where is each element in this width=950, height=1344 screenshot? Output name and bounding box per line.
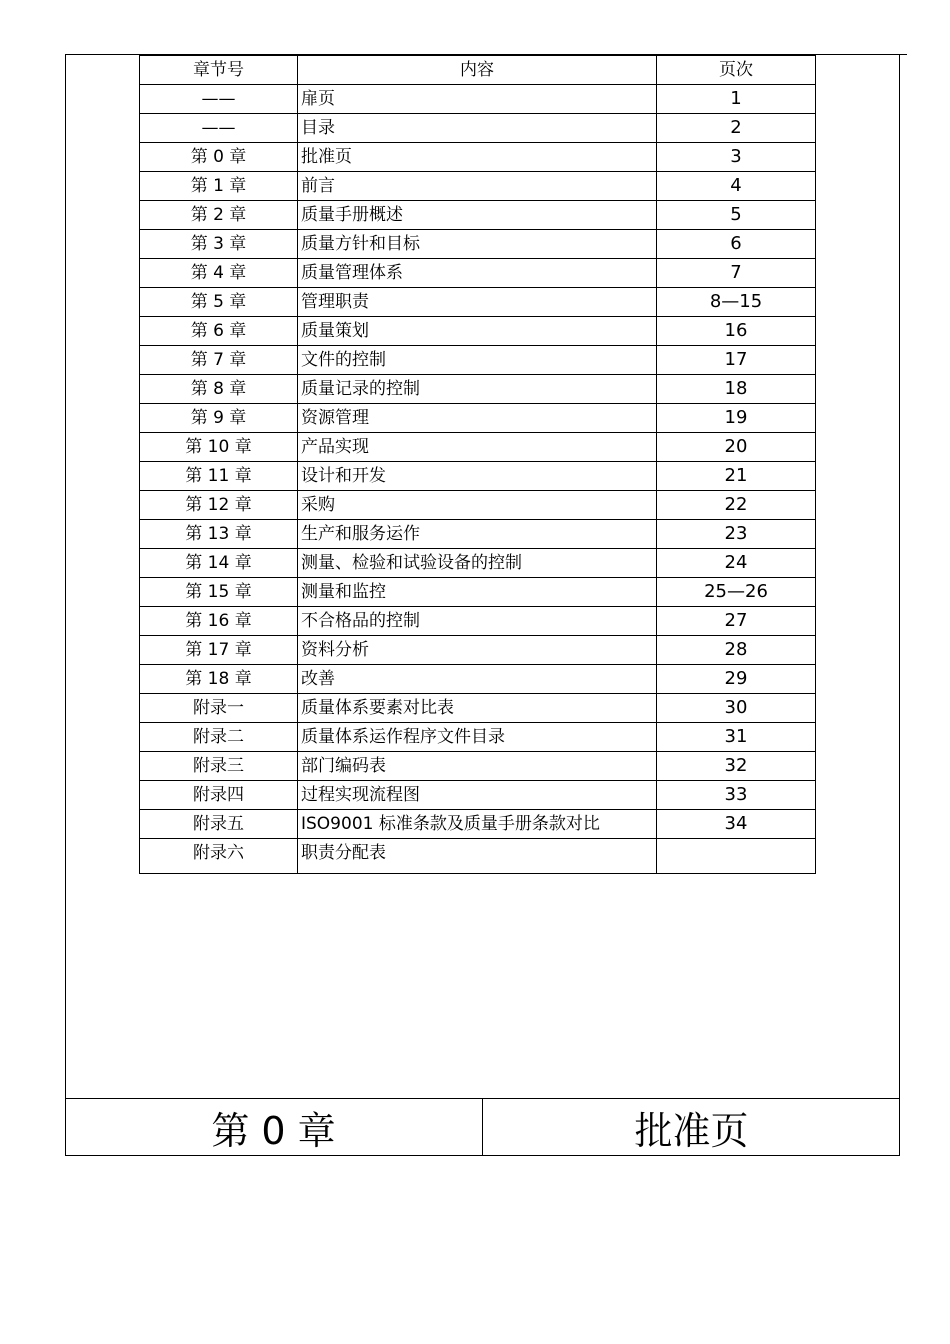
toc-row-page: 4 <box>657 172 816 201</box>
toc-row-content: 质量管理体系 <box>298 259 657 288</box>
toc-row-content: 管理职责 <box>298 288 657 317</box>
toc-row-page: 31 <box>657 723 816 752</box>
toc-row <box>140 201 816 230</box>
toc-row-page: 3 <box>657 143 816 172</box>
toc-row-chapter: 附录六 <box>140 839 298 874</box>
toc-row <box>140 723 816 752</box>
footer-page-title: 批准页 <box>634 1109 749 1153</box>
toc-row-chapter: 第 18 章 <box>140 665 298 694</box>
toc-row-page: 24 <box>657 549 816 578</box>
toc-row-content: 部门编码表 <box>298 752 657 781</box>
toc-row-page: 18 <box>657 375 816 404</box>
toc-row <box>140 85 816 114</box>
toc-row <box>140 172 816 201</box>
toc-row-chapter: 第 5 章 <box>140 288 298 317</box>
toc-row-chapter: 第 2 章 <box>140 201 298 230</box>
toc-header-content: 内容 <box>298 56 657 85</box>
toc-row-content: 前言 <box>298 172 657 201</box>
toc-row <box>140 433 816 462</box>
toc-row-chapter: 第 13 章 <box>140 520 298 549</box>
toc-row-page: 19 <box>657 404 816 433</box>
toc-row <box>140 375 816 404</box>
toc-row-content: 职责分配表 <box>298 839 657 874</box>
toc-row-content: 质量手册概述 <box>298 201 657 230</box>
footer-bar <box>65 1098 900 1156</box>
toc-row-content: 扉页 <box>298 85 657 114</box>
toc-row-page: 21 <box>657 462 816 491</box>
toc-row <box>140 752 816 781</box>
toc-row <box>140 404 816 433</box>
toc-row-chapter: 附录三 <box>140 752 298 781</box>
toc-row-chapter: 第 3 章 <box>140 230 298 259</box>
toc-row <box>140 230 816 259</box>
toc-row-content: 质量策划 <box>298 317 657 346</box>
toc-row-chapter: 第 4 章 <box>140 259 298 288</box>
toc-row <box>140 636 816 665</box>
toc-row <box>140 607 816 636</box>
toc-row-chapter: —— <box>140 85 298 114</box>
toc-row-content: 资源管理 <box>298 404 657 433</box>
toc-header-page: 页次 <box>657 56 816 85</box>
toc-row <box>140 810 816 839</box>
toc-row-chapter: 第 10 章 <box>140 433 298 462</box>
toc-row-page: 20 <box>657 433 816 462</box>
toc-row-page: 33 <box>657 781 816 810</box>
toc-row-chapter: 第 17 章 <box>140 636 298 665</box>
toc-row-page: 8—15 <box>657 288 816 317</box>
toc-row-chapter: —— <box>140 114 298 143</box>
toc-row <box>140 317 816 346</box>
toc-row-page: 2 <box>657 114 816 143</box>
toc-header-chapter: 章节号 <box>140 56 298 85</box>
top-rule-tick <box>900 54 907 55</box>
toc-row-content: 测量和监控 <box>298 578 657 607</box>
toc-row-page: 17 <box>657 346 816 375</box>
toc-row <box>140 259 816 288</box>
toc-row-page <box>657 839 816 874</box>
toc-row-content: 目录 <box>298 114 657 143</box>
toc-row-chapter: 第 14 章 <box>140 549 298 578</box>
toc-row <box>140 839 816 874</box>
toc-row-content: 质量方针和目标 <box>298 230 657 259</box>
toc-row <box>140 781 816 810</box>
toc-row-page: 6 <box>657 230 816 259</box>
toc-row-chapter: 第 0 章 <box>140 143 298 172</box>
toc-row <box>140 462 816 491</box>
toc-row-content: ISO9001 标准条款及质量手册条款对比 <box>298 810 657 839</box>
toc-row <box>140 288 816 317</box>
toc-body <box>140 85 816 874</box>
toc-row-page: 23 <box>657 520 816 549</box>
toc-row-page: 27 <box>657 607 816 636</box>
toc-row-chapter: 第 7 章 <box>140 346 298 375</box>
toc-row-content: 文件的控制 <box>298 346 657 375</box>
toc-table <box>139 55 816 874</box>
toc-row-page: 32 <box>657 752 816 781</box>
toc-row-chapter: 第 16 章 <box>140 607 298 636</box>
toc-row-content: 质量体系要素对比表 <box>298 694 657 723</box>
toc-row-page: 34 <box>657 810 816 839</box>
toc-row-content: 资料分析 <box>298 636 657 665</box>
toc-row-page: 25—26 <box>657 578 816 607</box>
toc-row-page: 5 <box>657 201 816 230</box>
toc-row-chapter: 第 8 章 <box>140 375 298 404</box>
toc-row <box>140 346 816 375</box>
toc-row-chapter: 第 6 章 <box>140 317 298 346</box>
toc-row-content: 测量、检验和试验设备的控制 <box>298 549 657 578</box>
toc-row <box>140 694 816 723</box>
toc-row-content: 产品实现 <box>298 433 657 462</box>
toc-row-chapter: 附录一 <box>140 694 298 723</box>
toc-row-page: 22 <box>657 491 816 520</box>
toc-row-content: 采购 <box>298 491 657 520</box>
toc-row-content: 不合格品的控制 <box>298 607 657 636</box>
toc-row <box>140 520 816 549</box>
toc-row-page: 16 <box>657 317 816 346</box>
toc-row-content: 质量体系运作程序文件目录 <box>298 723 657 752</box>
toc-row-content: 批准页 <box>298 143 657 172</box>
footer-chapter-label: 第 0 章 <box>65 1099 483 1156</box>
toc-row-chapter: 第 15 章 <box>140 578 298 607</box>
toc-row-content: 改善 <box>298 665 657 694</box>
toc-row-content: 生产和服务运作 <box>298 520 657 549</box>
toc-row-chapter: 附录四 <box>140 781 298 810</box>
toc-row <box>140 549 816 578</box>
toc-row-content: 设计和开发 <box>298 462 657 491</box>
toc-row-chapter: 第 9 章 <box>140 404 298 433</box>
toc-row-page: 30 <box>657 694 816 723</box>
toc-row <box>140 143 816 172</box>
toc-row-chapter: 第 11 章 <box>140 462 298 491</box>
toc-row-chapter: 附录二 <box>140 723 298 752</box>
toc-row-page: 1 <box>657 85 816 114</box>
toc-row-page: 29 <box>657 665 816 694</box>
toc-row-chapter: 附录五 <box>140 810 298 839</box>
toc-row-chapter: 第 1 章 <box>140 172 298 201</box>
toc-row-content: 质量记录的控制 <box>298 375 657 404</box>
toc-row <box>140 665 816 694</box>
toc-row-page: 7 <box>657 259 816 288</box>
toc-row <box>140 114 816 143</box>
toc-row <box>140 491 816 520</box>
toc-row-content: 过程实现流程图 <box>298 781 657 810</box>
toc-row-chapter: 第 12 章 <box>140 491 298 520</box>
toc-row-page: 28 <box>657 636 816 665</box>
toc-header-row <box>140 56 816 85</box>
toc-row <box>140 578 816 607</box>
